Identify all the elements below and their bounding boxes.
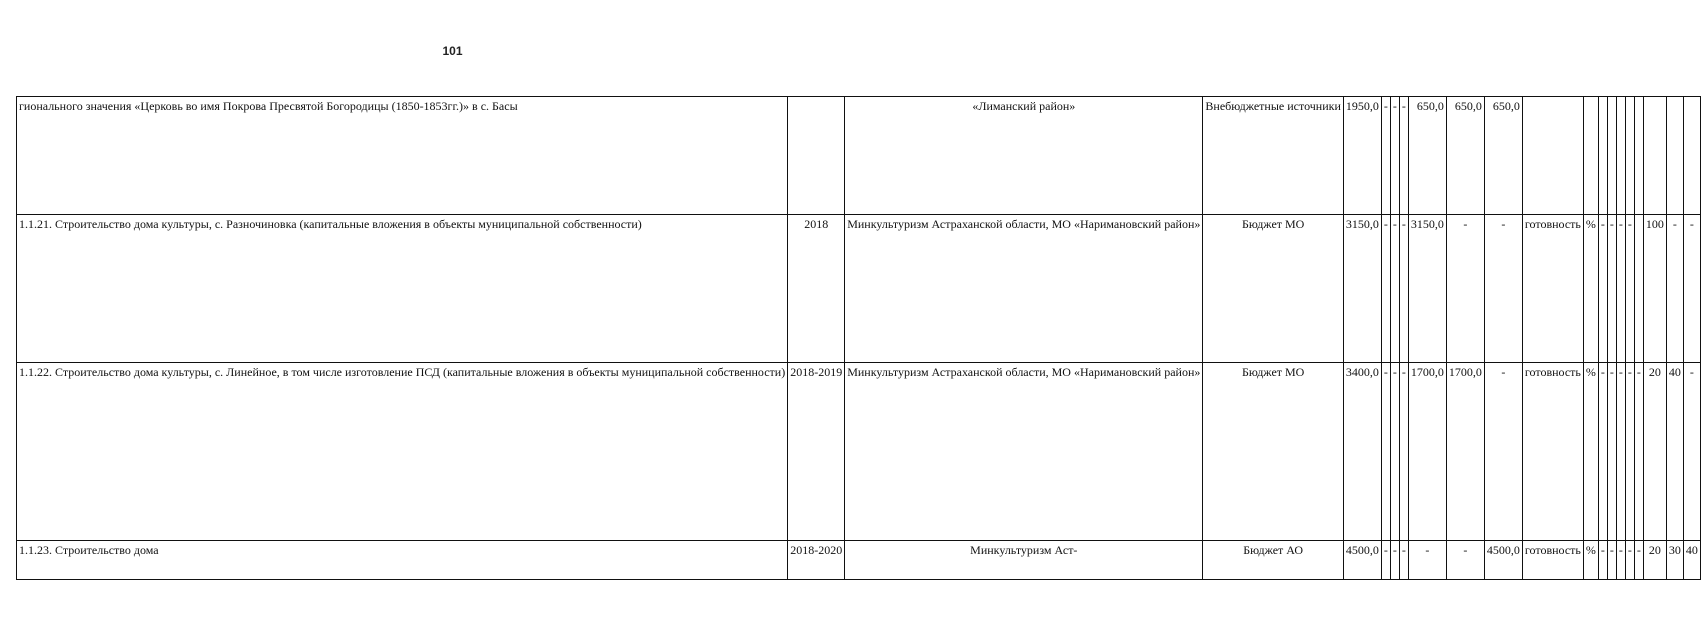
activity-name-cell: гионального значения «Церковь во имя Покрова Пресвятой Богородицы (1850-1853гг.)» в с. Басы (17, 97, 788, 215)
years-cell (788, 97, 845, 215)
col-2017-cell: - (1408, 541, 1446, 580)
col-unit-cell: % (1583, 215, 1598, 363)
col-indicator-cell: готовность (1522, 363, 1583, 541)
table-row (17, 363, 1701, 541)
col-unit-cell: % (1583, 541, 1598, 580)
col-2016-cell: - (1399, 363, 1408, 541)
col-i3-cell (1616, 97, 1625, 215)
activity-name-cell: 1.1.21. Строительство дома культуры, с. Разночиновка (капитальные вложения в объекты муниципальной собственности) (17, 215, 788, 363)
page-number: 101 (442, 44, 463, 58)
col-i2-cell (1607, 97, 1616, 215)
col-2018-cell: - (1446, 215, 1484, 363)
years-cell: 2018-2019 (788, 363, 845, 541)
col-2017-cell: 1700,0 (1408, 363, 1446, 541)
col-i1-cell: - (1598, 215, 1607, 363)
col-i8-cell: - (1683, 215, 1700, 363)
col-i8-cell: 40 (1683, 541, 1700, 580)
col-i7-cell: - (1666, 215, 1683, 363)
col-i6-cell: 100 (1643, 215, 1666, 363)
col-i7-cell: 40 (1666, 363, 1683, 541)
col-2017-cell: 650,0 (1408, 97, 1446, 215)
col-i4-cell (1625, 97, 1634, 215)
col-i1-cell: - (1598, 541, 1607, 580)
col-indicator-cell (1522, 97, 1583, 215)
col-i8-cell: - (1683, 363, 1700, 541)
activity-name-cell: 1.1.23. Строительство дома (17, 541, 788, 580)
col-indicator-cell: готовность (1522, 541, 1583, 580)
col-i2-cell: - (1607, 363, 1616, 541)
col-2019-cell: 650,0 (1484, 97, 1522, 215)
col-2015-cell: - (1390, 541, 1399, 580)
col-i5-cell: - (1634, 363, 1643, 541)
col-2018-cell: 650,0 (1446, 97, 1484, 215)
col-i6-cell (1643, 97, 1666, 215)
col-i7-cell (1666, 97, 1683, 215)
col-i1-cell (1598, 97, 1607, 215)
col-i5-cell: - (1634, 541, 1643, 580)
col-2014-cell: - (1381, 97, 1390, 215)
col-2018-cell: - (1446, 541, 1484, 580)
col-2019-cell: - (1484, 363, 1522, 541)
col-unit-cell (1583, 97, 1598, 215)
col-i4-cell: - (1625, 363, 1634, 541)
col-i5-cell (1634, 97, 1643, 215)
col-2015-cell: - (1390, 215, 1399, 363)
executor-cell: Минкультуризм Аст- (845, 541, 1203, 580)
col-unit-cell: % (1583, 363, 1598, 541)
executor-cell: «Лиманский район» (845, 97, 1203, 215)
table-row (17, 97, 1701, 215)
col-total-cell: 3400,0 (1343, 363, 1381, 541)
table-row (17, 541, 1701, 580)
funding-source-cell: Бюджет МО (1203, 363, 1344, 541)
col-i3-cell: - (1616, 363, 1625, 541)
col-i6-cell: 20 (1643, 541, 1666, 580)
col-2014-cell: - (1381, 363, 1390, 541)
col-i7-cell: 30 (1666, 541, 1683, 580)
col-2016-cell: - (1399, 541, 1408, 580)
col-2015-cell: - (1390, 363, 1399, 541)
col-total-cell: 4500,0 (1343, 541, 1381, 580)
activity-name-cell: 1.1.22. Строительство дома культуры, с. Линейное, в том числе изготовление ПСД (капитальные вложения в объекты муниципальной собственности) (17, 363, 788, 541)
col-2016-cell: - (1399, 97, 1408, 215)
col-i1-cell: - (1598, 363, 1607, 541)
executor-cell: Минкультуризм Астраханской области, МО «Наримановский район» (845, 215, 1203, 363)
col-i2-cell: - (1607, 215, 1616, 363)
col-2019-cell: 4500,0 (1484, 541, 1522, 580)
years-cell: 2018 (788, 215, 845, 363)
col-i4-cell: - (1625, 541, 1634, 580)
col-2014-cell: - (1381, 541, 1390, 580)
col-2018-cell: 1700,0 (1446, 363, 1484, 541)
col-2019-cell: - (1484, 215, 1522, 363)
years-cell: 2018-2020 (788, 541, 845, 580)
col-i5-cell (1634, 215, 1643, 363)
col-i3-cell: - (1616, 541, 1625, 580)
col-i2-cell: - (1607, 541, 1616, 580)
col-2016-cell: - (1399, 215, 1408, 363)
executor-cell: Минкультуризм Астраханской области, МО «Наримановский район» (845, 363, 1203, 541)
col-2014-cell: - (1381, 215, 1390, 363)
col-2015-cell: - (1390, 97, 1399, 215)
funding-source-cell: Бюджет МО (1203, 215, 1344, 363)
col-indicator-cell: готовность (1522, 215, 1583, 363)
budget-table (16, 96, 1701, 580)
col-total-cell: 3150,0 (1343, 215, 1381, 363)
funding-source-cell: Внебюджетные источники (1203, 97, 1344, 215)
col-i6-cell: 20 (1643, 363, 1666, 541)
col-i8-cell (1683, 97, 1700, 215)
col-total-cell: 1950,0 (1343, 97, 1381, 215)
table-row (17, 215, 1701, 363)
col-i3-cell: - (1616, 215, 1625, 363)
col-2017-cell: 3150,0 (1408, 215, 1446, 363)
funding-source-cell: Бюджет АО (1203, 541, 1344, 580)
col-i4-cell: - (1625, 215, 1634, 363)
